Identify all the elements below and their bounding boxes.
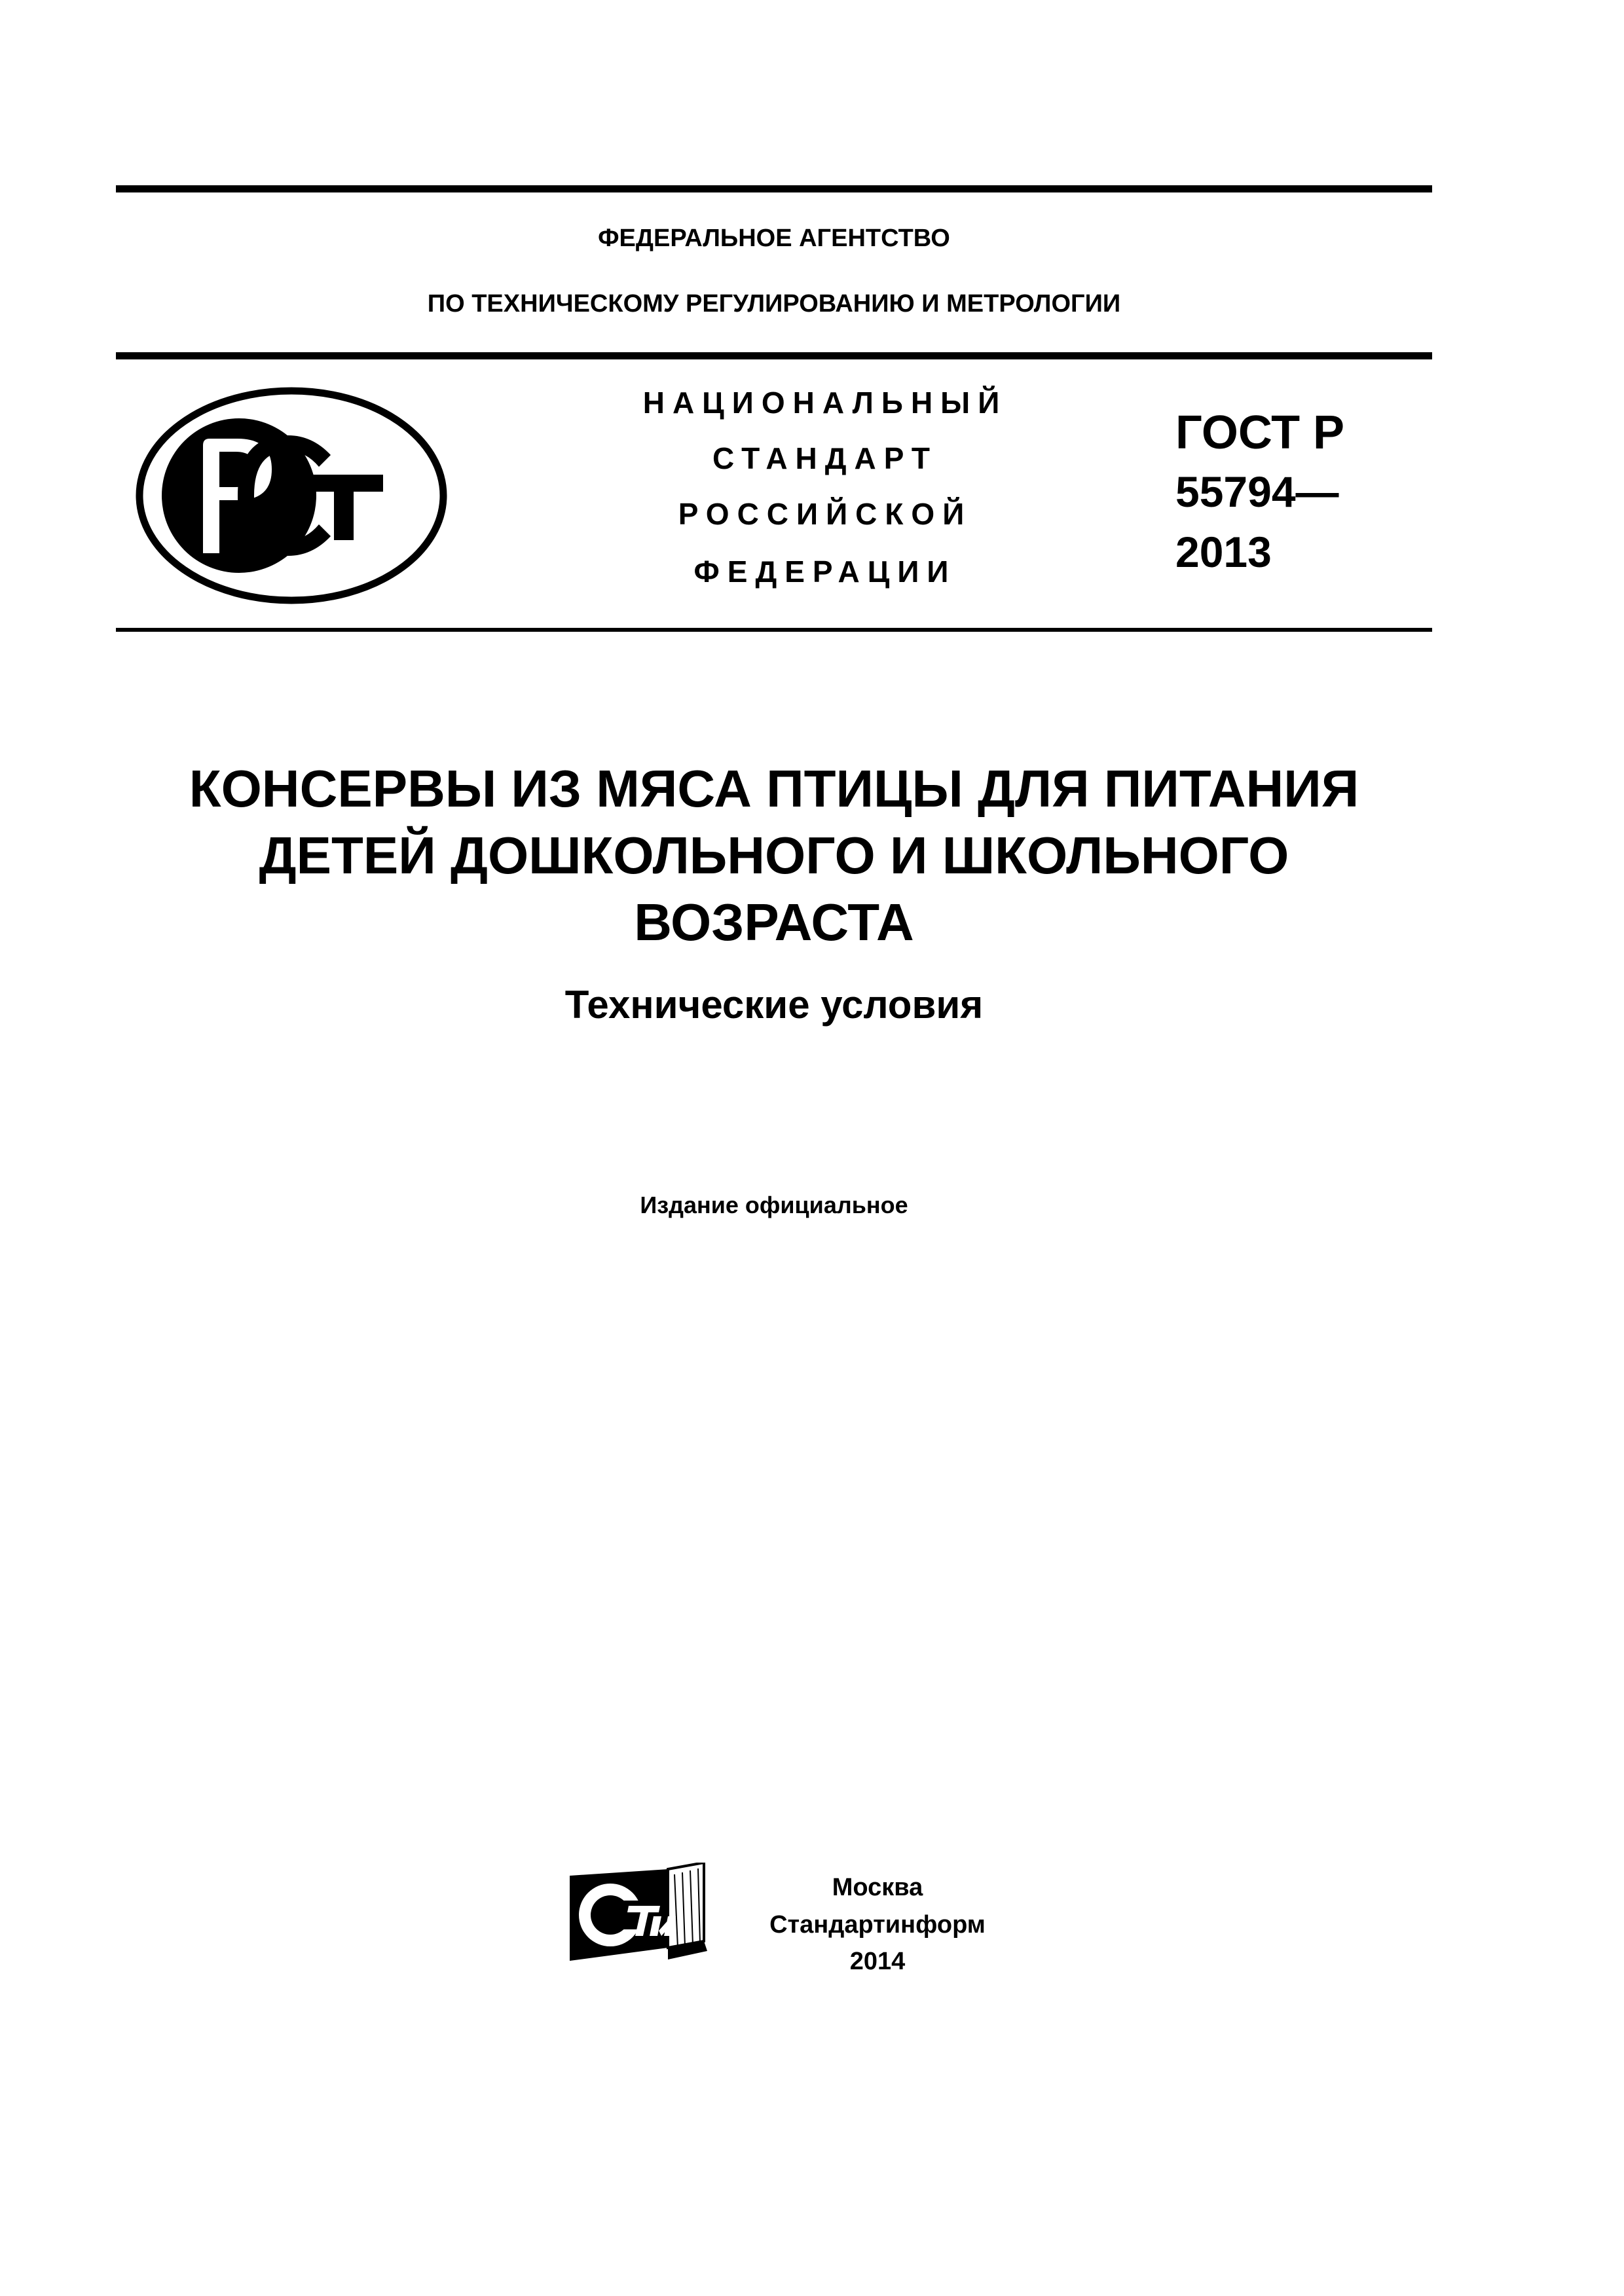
top-rule: [116, 185, 1432, 192]
national-standard-line2: СТАНДАРТ: [712, 441, 938, 475]
agency-name-line1: ФЕДЕРАЛЬНОЕ АГЕНТСТВО: [598, 225, 950, 252]
document-title-line2: ДЕТЕЙ ДОШКОЛЬНОГО И ШКОЛЬНОГО: [259, 826, 1289, 884]
imprint-city: Москва: [832, 1874, 923, 1901]
imprint-publisher: Стандартинформ: [769, 1911, 986, 1939]
national-standard-line1: НАЦИОНАЛЬНЫЙ: [642, 386, 1008, 420]
edition-note: Издание официальное: [640, 1192, 908, 1218]
document-subtitle: Технические условия: [564, 983, 984, 1027]
standartinform-logo-icon: [570, 1863, 710, 1964]
standard-designation-year: 2013: [1175, 528, 1272, 576]
document-title-line1: КОНСЕРВЫ ИЗ МЯСА ПТИЦЫ ДЛЯ ПИТАНИЯ: [189, 759, 1359, 818]
standard-designation-prefix: ГОСТ Р: [1175, 407, 1345, 459]
rst-logo-icon: [134, 386, 449, 606]
national-standard-line4: ФЕДЕРАЦИИ: [693, 555, 957, 589]
national-standard-line3: РОССИЙСКОЙ: [678, 497, 972, 531]
standard-designation-number: 55794—: [1175, 467, 1339, 516]
imprint-year: 2014: [849, 1948, 906, 1975]
block-bottom-rule: [116, 628, 1432, 632]
header-rule: [116, 352, 1432, 359]
agency-name-line2: ПО ТЕХНИЧЕСКОМУ РЕГУЛИРОВАНИЮ И МЕТРОЛОГИИ: [427, 290, 1121, 318]
document-title-line3: ВОЗРАСТА: [634, 893, 914, 951]
